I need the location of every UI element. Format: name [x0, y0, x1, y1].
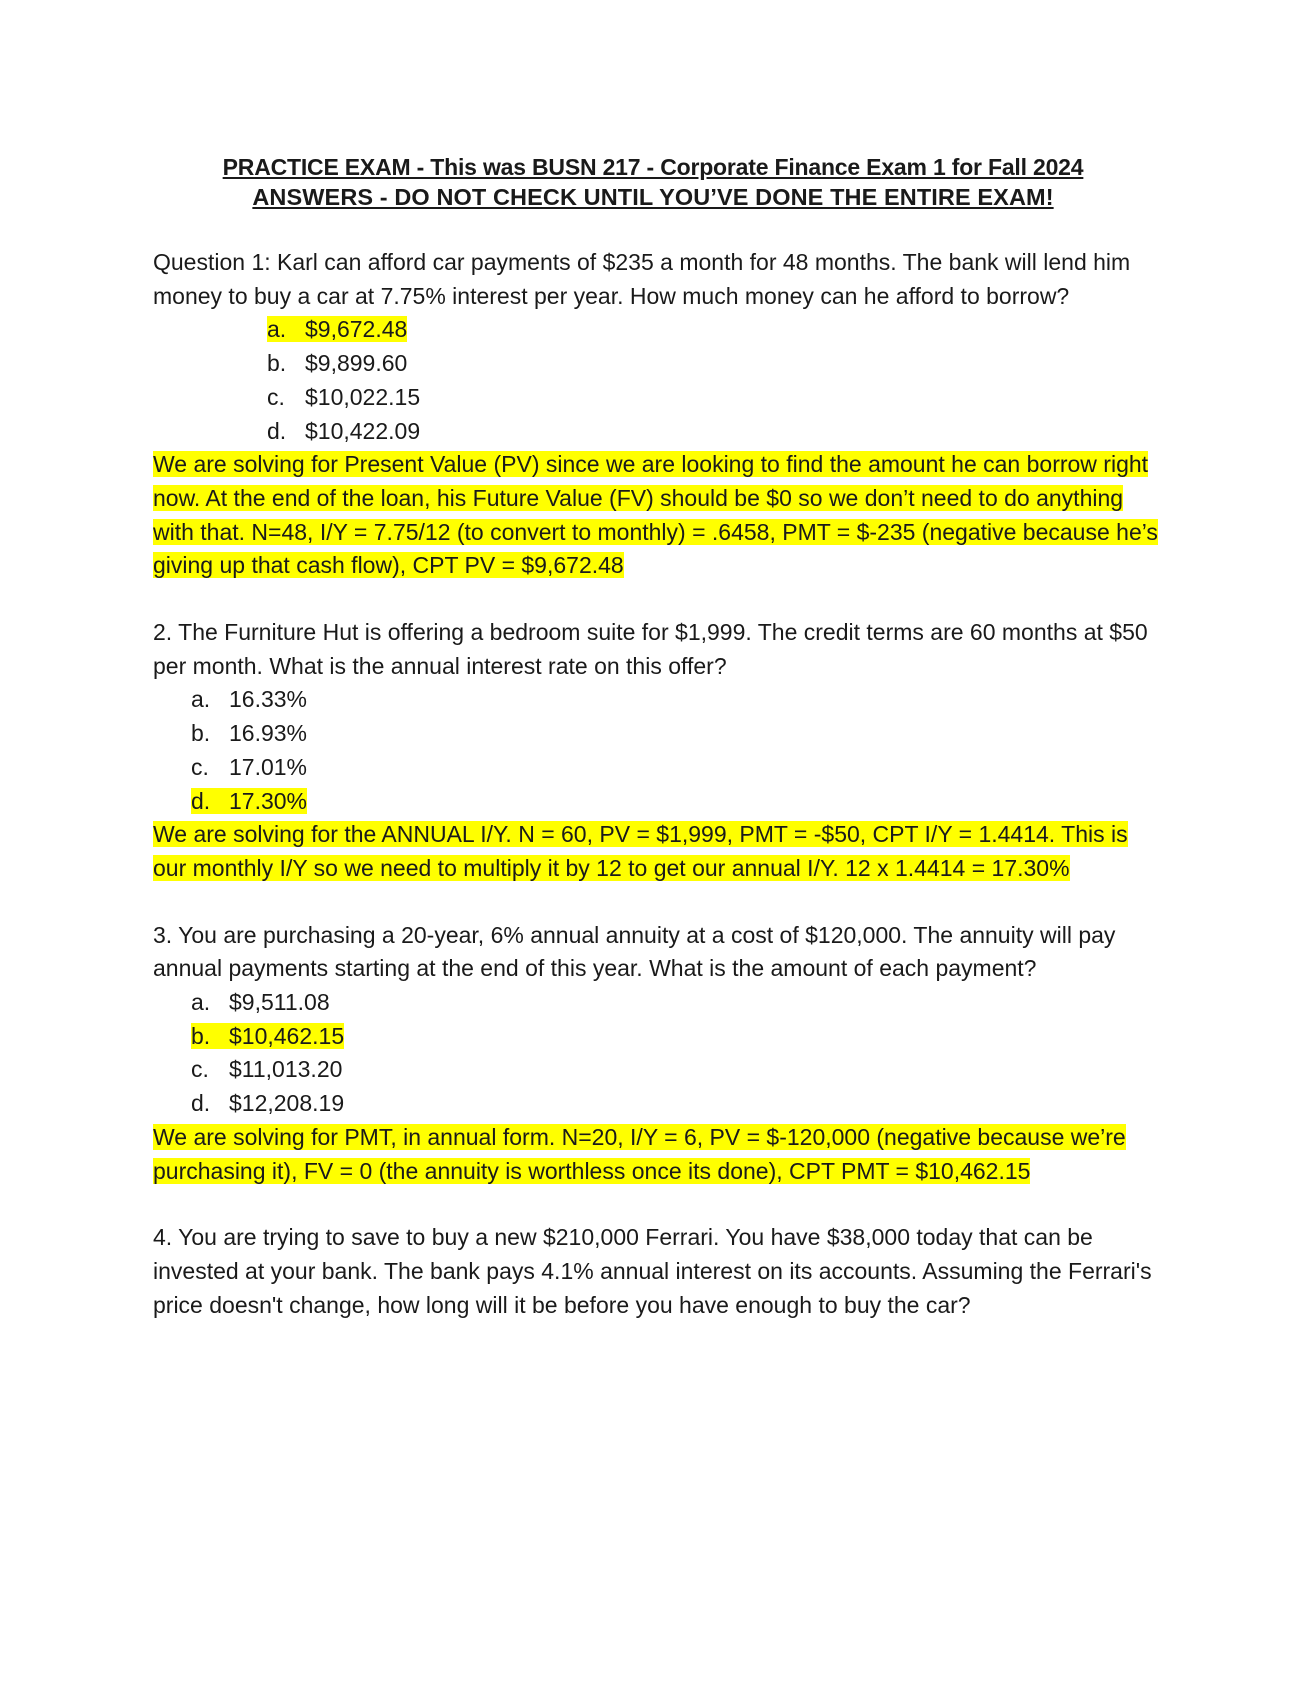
answer-2 [153, 818, 1163, 885]
option-letter: c. [267, 383, 285, 410]
option-value: $10,422.09 [305, 417, 421, 444]
option-letter: c. [191, 753, 209, 780]
option-1a [153, 313, 1163, 347]
question-3-options [153, 986, 1163, 1121]
answer-3 [153, 1121, 1163, 1188]
exam-title: PRACTICE EXAM - This was BUSN 217 - Corporate Finance Exam 1 for Fall 2024 [222, 154, 1084, 180]
question-2-options [153, 683, 1163, 818]
exam-subtitle: ANSWERS - DO NOT CHECK UNTIL YOU’VE DONE THE ENTIRE EXAM! [252, 184, 1054, 210]
question-1 [153, 246, 1163, 583]
option-3c [153, 1053, 1163, 1087]
option-2a [153, 683, 1163, 717]
question-2 [153, 616, 1163, 886]
option-value: $10,022.15 [305, 383, 421, 410]
option-value: $9,899.60 [305, 350, 408, 377]
question-4 [153, 1221, 1163, 1322]
option-value: $9,511.08 [229, 989, 330, 1016]
option-3d [153, 1087, 1163, 1121]
option-letter: b. [191, 720, 211, 747]
answer-3-text: We are solving for PMT, in annual form. N=20, I/Y = 6, PV = $-120,000 (negative because we’re purchasing it), FV = 0 (the annuity is worthless once its done), CPT PMT = $10,462.15 [153, 1123, 1126, 1184]
spacer [153, 1188, 1163, 1221]
option-value: 16.93% [229, 720, 308, 747]
option-3a [153, 986, 1163, 1020]
option-letter: d. [191, 787, 211, 814]
option-letter: b. [191, 1022, 211, 1049]
question-2-text: 2. The Furniture Hut is offering a bedroom suite for $1,999. The credit terms are 60 months at $50 per month. What is the annual interest rate on this offer? [153, 619, 1148, 679]
answer-2-text: We are solving for the ANNUAL I/Y. N = 60, PV = $1,999, PMT = -$50, CPT I/Y = 1.4414. This is our monthly I/Y so we need to multiply it by 12 to get our annual I/Y. 12 x 1.4414 = 17.30% [153, 821, 1128, 881]
option-letter: a. [191, 686, 211, 713]
spacer [153, 583, 1163, 616]
option-letter: a. [267, 316, 287, 343]
option-value: $12,208.19 [229, 1090, 345, 1117]
option-1d [153, 415, 1163, 449]
option-letter: c. [191, 1056, 209, 1083]
option-value: 17.30% [229, 787, 308, 814]
question-3-text: 3. You are purchasing a 20-year, 6% annual annuity at a cost of $120,000. The annuity will pay annual payments starting at the end of this year. What is the amount of each payment? [153, 921, 1116, 982]
option-1b [153, 347, 1163, 381]
answer-1 [153, 448, 1163, 583]
option-letter: d. [267, 417, 287, 444]
option-value: $11,013.20 [229, 1056, 343, 1083]
option-letter: a. [191, 989, 211, 1016]
option-value: 17.01% [229, 753, 308, 780]
spacer [153, 886, 1163, 919]
option-value: $10,462.15 [229, 1022, 345, 1049]
option-value: 16.33% [229, 686, 308, 713]
answer-1-text: We are solving for Present Value (PV) since we are looking to find the amount he can borrow right now. At the end of the loan, his Future Value (FV) should be $0 so we don’t need to do anything with that. N=48, I/Y = 7.75/12 (to convert to monthly) = .6458, PMT = $-235 (negative because he’s giving up that cash flow), CPT PV = $9,672.48 [153, 451, 1158, 579]
option-3b [153, 1020, 1163, 1054]
option-1c [153, 381, 1163, 415]
exam-content [153, 246, 1163, 1322]
question-1-options [153, 313, 1163, 448]
question-1-text: Question 1: Karl can afford car payments of $235 a month for 48 months. The bank will lend him money to buy a car at 7.75% interest per year. How much money can he afford to borrow? [153, 249, 1131, 309]
option-2b [153, 717, 1163, 751]
option-letter: b. [267, 350, 287, 377]
question-3 [153, 919, 1163, 1189]
option-letter: d. [191, 1090, 211, 1117]
option-value: $9,672.48 [305, 316, 408, 343]
question-4-text: 4. You are trying to save to buy a new $210,000 Ferrari. You have $38,000 today that can be invested at your bank. The bank pays 4.1% annual interest on its accounts. Assuming the Ferrari's price doesn't change, how long will it be before you have enough to buy the car? [153, 1224, 1152, 1318]
option-2d [153, 785, 1163, 819]
option-2c [153, 751, 1163, 785]
exam-header [0, 152, 1306, 212]
